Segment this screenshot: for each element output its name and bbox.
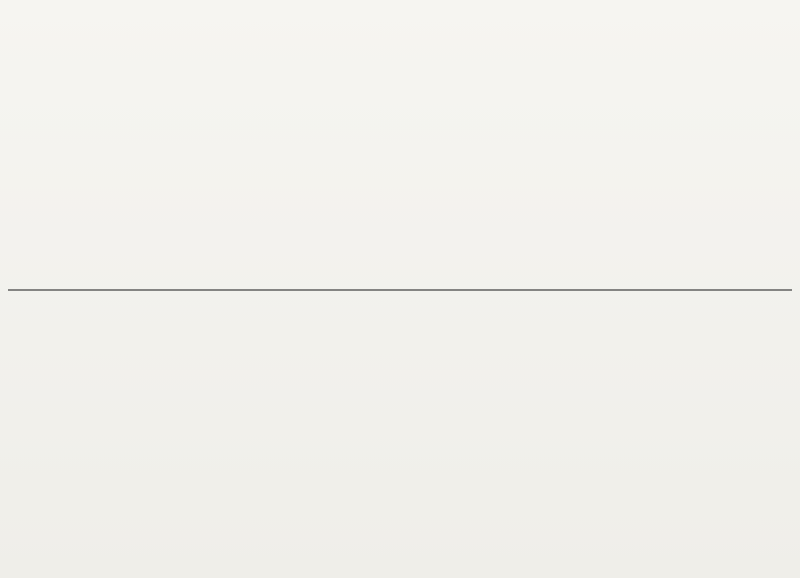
top-tier bbox=[8, 4, 792, 286]
bottom-tier bbox=[8, 296, 792, 574]
horizontal-rule bbox=[8, 289, 792, 291]
